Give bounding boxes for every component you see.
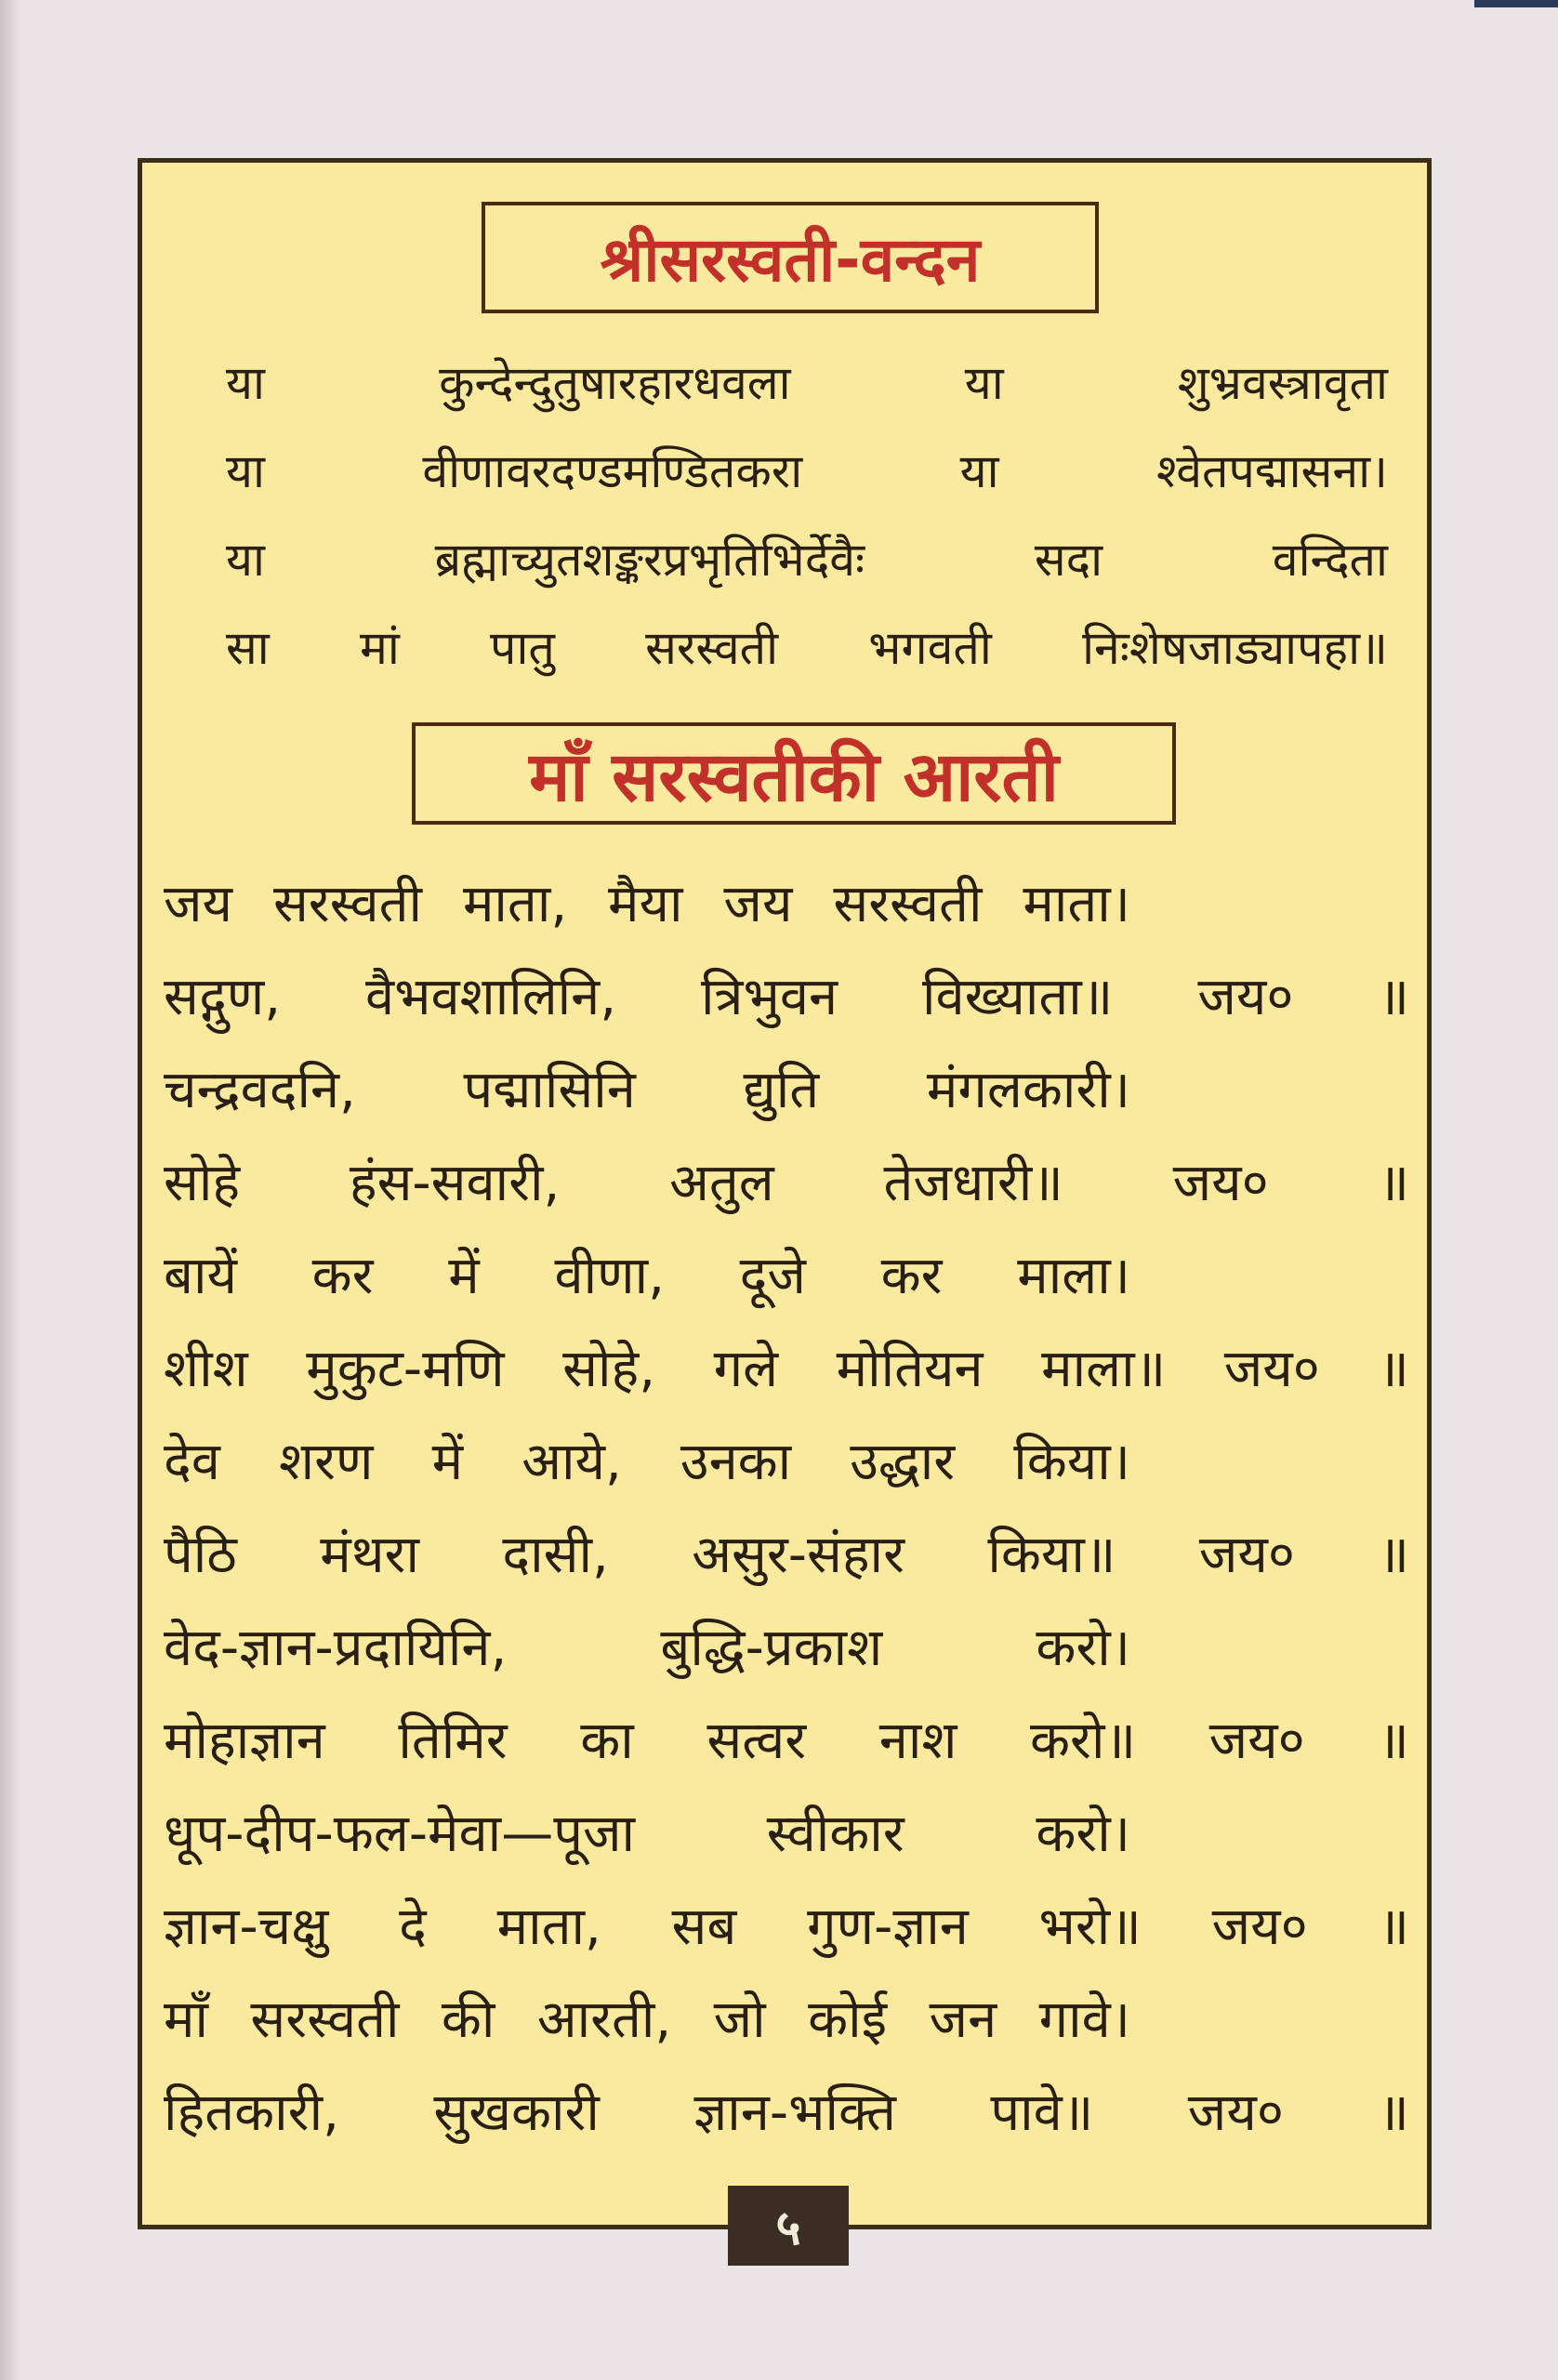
- aarti-word: चन्द्रवदनि,: [164, 1060, 356, 1120]
- book-cover-edge: [1474, 0, 1558, 7]
- aarti-word: तेजधारी॥: [883, 1153, 1063, 1213]
- aarti-word: तिमिर: [398, 1711, 508, 1771]
- vandan-title: श्रीसरस्वती-वन्दन: [482, 202, 1099, 313]
- aarti-word: शीश: [164, 1339, 248, 1399]
- aarti-word: किया॥: [987, 1525, 1116, 1585]
- verse-word: ब्रह्माच्युतशङ्करप्रभृतिभिर्देवैः: [434, 533, 865, 587]
- aarti-word: जय०: [1208, 1711, 1305, 1771]
- aarti-word: जो: [713, 1990, 766, 2050]
- aarti-word: बायें: [164, 1246, 237, 1306]
- aarti-word: स्वीकार: [766, 1804, 904, 1864]
- aarti-word: गुण-ज्ञान: [807, 1897, 969, 1957]
- aarti-word: ज्ञान-चक्षु: [164, 1897, 329, 1957]
- aarti-word: में: [448, 1246, 480, 1306]
- aarti-word: धूप-दीप-फल-मेवा—पूजा: [164, 1804, 636, 1864]
- aarti-word: त्रिभुवन: [701, 967, 838, 1027]
- aarti-word: उनका: [680, 1432, 792, 1492]
- aarti-word: शरण: [279, 1432, 374, 1492]
- aarti-word: सुखकारी: [433, 2082, 600, 2143]
- aarti-word: जय०: [1198, 1525, 1296, 1585]
- aarti-word: कर: [880, 1246, 943, 1306]
- aarti-word: का: [580, 1711, 634, 1771]
- aarti-word: गले: [713, 1339, 779, 1399]
- aarti-word: माला॥: [1041, 1339, 1167, 1399]
- aarti-word: वीणा,: [554, 1246, 665, 1306]
- aarti-word: जय०: [1172, 1153, 1269, 1213]
- aarti-word: पैठि: [164, 1525, 237, 1585]
- aarti-line-14: [164, 2069, 1409, 2152]
- aarti-line-1: [164, 860, 1130, 944]
- aarti-word: ॥: [1378, 1711, 1409, 1771]
- aarti-word: गावे।: [1038, 1990, 1130, 2050]
- page-number: ५: [728, 2186, 849, 2266]
- verse-word: या: [226, 533, 265, 587]
- aarti-word: हंस-सवारी,: [349, 1153, 561, 1213]
- aarti-word: ॥: [1378, 1339, 1409, 1399]
- aarti-word: कर: [311, 1246, 374, 1306]
- aarti-word: माता,: [496, 1897, 601, 1957]
- aarti-word: पद्मासिनि: [463, 1060, 636, 1120]
- aarti-line-12: [164, 1883, 1409, 1966]
- aarti-word: दूजे: [739, 1246, 806, 1306]
- aarti-word: करो॥: [1030, 1711, 1136, 1771]
- vandan-verse-line-2: [226, 432, 1388, 507]
- aarti-word: ॥: [1378, 1897, 1409, 1957]
- aarti-word: दे: [399, 1897, 427, 1957]
- verse-word: भगवती: [868, 621, 992, 675]
- aarti-line-4: [164, 1139, 1409, 1223]
- aarti-word: सब: [671, 1897, 737, 1957]
- aarti-word: ॥: [1378, 1153, 1409, 1213]
- verse-word: वन्दिता: [1272, 533, 1388, 587]
- aarti-word: अतुल: [669, 1153, 774, 1213]
- aarti-line-6: [164, 1325, 1409, 1408]
- aarti-word: वेद-ज्ञान-प्रदायिनि,: [164, 1618, 508, 1678]
- aarti-word: मैया: [608, 874, 683, 934]
- aarti-word: बुद्धि-प्रकाश: [660, 1618, 883, 1678]
- aarti-word: मंगलकारी।: [926, 1060, 1130, 1120]
- aarti-word: जय०: [1187, 2082, 1284, 2143]
- verse-word: कुन्देन्दुतुषारहारधवला: [439, 356, 791, 410]
- aarti-word: आये,: [522, 1432, 622, 1492]
- aarti-word: करो।: [1036, 1618, 1130, 1678]
- aarti-word: सरस्वती: [250, 1990, 400, 2050]
- aarti-word: हितकारी,: [164, 2082, 339, 2143]
- aarti-word: उद्धार: [850, 1432, 956, 1492]
- aarti-line-13: [164, 1976, 1130, 2059]
- aarti-word: सद्गुण,: [164, 967, 281, 1027]
- aarti-word: ज्ञान-भक्ति: [693, 2082, 896, 2143]
- aarti-line-10: [164, 1697, 1409, 1780]
- aarti-word: दासी,: [502, 1525, 609, 1585]
- aarti-word: माता।: [1023, 874, 1130, 934]
- page-gutter-shadow: [0, 0, 20, 2380]
- prayer-panel: [138, 158, 1432, 2256]
- verse-word: या: [226, 444, 265, 498]
- aarti-word: कोई: [808, 1990, 888, 2050]
- aarti-word: नाश: [878, 1711, 957, 1771]
- aarti-word: करो।: [1036, 1804, 1130, 1864]
- aarti-word: देव: [164, 1432, 220, 1492]
- vandan-verse-line-1: [226, 344, 1388, 418]
- aarti-word: में: [431, 1432, 464, 1492]
- verse-word: मां: [359, 621, 400, 675]
- aarti-word: जन: [929, 1990, 997, 2050]
- aarti-word: भरो॥: [1038, 1897, 1142, 1957]
- verse-word: वीणावरदण्डमण्डितकरा: [422, 444, 803, 498]
- aarti-word: वैभवशालिनि,: [364, 967, 617, 1027]
- aarti-word: माता,: [462, 874, 568, 934]
- aarti-word: जय०: [1197, 967, 1294, 1027]
- aarti-word: माँ: [164, 1990, 208, 2050]
- verse-word: निःशेषजाड्यापहा॥: [1082, 621, 1388, 675]
- verse-word: या: [226, 356, 265, 410]
- aarti-word: मंथरा: [320, 1525, 419, 1585]
- aarti-line-11: [164, 1790, 1130, 1873]
- aarti-word: की: [441, 1990, 495, 2050]
- verse-word: सदा: [1034, 533, 1103, 587]
- aarti-word: आरती,: [536, 1990, 672, 2050]
- verse-word: या: [964, 356, 1004, 410]
- aarti-word: ॥: [1378, 2082, 1409, 2143]
- aarti-word: सरस्वती: [833, 874, 983, 934]
- aarti-line-2: [164, 953, 1409, 1037]
- aarti-word: मोतियन: [836, 1339, 984, 1399]
- aarti-word: माला।: [1017, 1246, 1130, 1306]
- verse-word: पातु: [490, 621, 555, 675]
- aarti-word: पावे॥: [990, 2082, 1094, 2143]
- aarti-word: विख्याता॥: [922, 967, 1114, 1027]
- aarti-line-3: [164, 1046, 1130, 1130]
- aarti-line-9: [164, 1604, 1130, 1687]
- aarti-word: सत्वर: [706, 1711, 807, 1771]
- aarti-word: सरस्वती: [272, 874, 423, 934]
- aarti-word: जय: [723, 874, 793, 934]
- aarti-word: जय०: [1223, 1339, 1320, 1399]
- aarti-title: माँ सरस्वतीकी आरती: [412, 722, 1176, 825]
- aarti-word: जय०: [1211, 1897, 1308, 1957]
- vandan-verse-line-3: [226, 521, 1388, 595]
- aarti-word: मुकुट-मणि: [306, 1339, 505, 1399]
- aarti-word: ॥: [1378, 1525, 1409, 1585]
- aarti-word: असुर-संहार: [692, 1525, 904, 1585]
- aarti-line-5: [164, 1232, 1130, 1316]
- aarti-word: द्युति: [743, 1060, 820, 1120]
- verse-word: श्वेतपद्मासना।: [1155, 444, 1388, 498]
- verse-word: शुभ्रवस्त्रावृता: [1177, 356, 1388, 410]
- aarti-word: किया।: [1013, 1432, 1130, 1492]
- aarti-word: सोहे: [164, 1153, 241, 1213]
- aarti-word: सोहे,: [562, 1339, 656, 1399]
- aarti-word: जय: [164, 874, 233, 934]
- aarti-line-7: [164, 1418, 1130, 1501]
- verse-word: सा: [226, 621, 270, 675]
- aarti-line-8: [164, 1511, 1409, 1594]
- aarti-word: मोहाज्ञान: [164, 1711, 325, 1771]
- aarti-word: ॥: [1378, 967, 1409, 1027]
- vandan-verse-line-4: [226, 609, 1388, 683]
- verse-word: या: [959, 444, 999, 498]
- verse-word: सरस्वती: [645, 621, 779, 675]
